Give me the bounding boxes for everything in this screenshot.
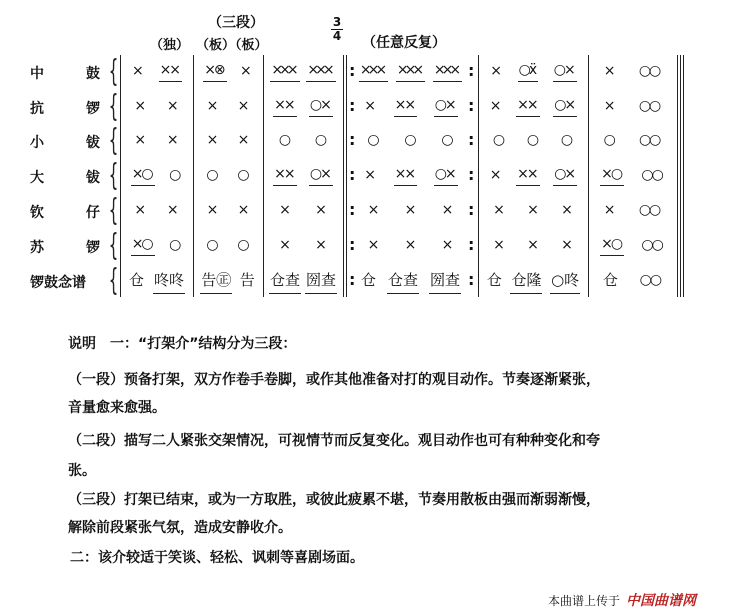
beat: ×× [516, 166, 539, 186]
repeat-end-dots: : [468, 235, 475, 254]
measure [197, 164, 259, 188]
beat: ○○ [638, 201, 660, 218]
beat: ×⊗ [203, 62, 226, 82]
measure [267, 60, 339, 84]
beat: × [404, 201, 415, 218]
beat: × [279, 236, 289, 253]
measure [267, 129, 339, 153]
beat: × [561, 236, 571, 253]
beat: × [206, 131, 217, 148]
beat: ×× [273, 97, 296, 117]
measure [355, 269, 466, 293]
time-signature [330, 16, 344, 43]
row-label-char: 钦 [30, 205, 44, 221]
time-top: 3 [332, 15, 342, 29]
beat: × [134, 201, 145, 218]
measure [124, 199, 189, 223]
measure [267, 199, 339, 223]
beat: 告㊣ [200, 269, 232, 294]
beat: × [367, 236, 378, 253]
beat: ○○ [641, 236, 662, 253]
repeat-start-dots: : [349, 61, 356, 80]
row-label [30, 98, 100, 118]
measure [482, 95, 584, 119]
beat: ○ [206, 236, 217, 253]
row-label-char: 大 [30, 170, 44, 186]
beat: × [490, 62, 501, 79]
repeat-end-dots: : [468, 165, 475, 184]
beat: ○ [169, 166, 180, 183]
beat: × [166, 97, 177, 114]
beat: × [206, 201, 217, 218]
beat: ×○ [600, 236, 624, 256]
measure [355, 164, 466, 188]
row-label [30, 167, 100, 187]
beat: ○○ [641, 166, 662, 183]
beat: ×× [394, 97, 417, 117]
repeat-end-dots: : [468, 130, 475, 149]
notes-line: 二：该介较适于笑谈、轻松、讽刺等喜剧场面。 [70, 550, 364, 566]
notes-line: （一段）预备打架，双方作卷手卷脚，或作其他准备对打的观目动作。节奏逐渐紧张， [68, 372, 600, 388]
beat: ○× [553, 97, 577, 117]
beat: 仓 [602, 271, 618, 289]
beat: × [561, 201, 571, 218]
beat: × [489, 166, 500, 183]
beat: × [364, 97, 375, 114]
measure [355, 95, 466, 119]
measure [267, 234, 339, 258]
repeat-end-dots: : [468, 96, 475, 115]
beat: ××× [433, 62, 462, 82]
measure [592, 269, 673, 293]
beat: ○× [434, 166, 458, 186]
beat: ○ [237, 166, 248, 183]
measure [355, 199, 466, 223]
measure [592, 129, 673, 153]
barline [478, 55, 479, 297]
beat: ×○ [600, 166, 624, 186]
measure [482, 234, 584, 258]
beat: ○○ [638, 97, 660, 114]
beat: ○ [404, 131, 415, 148]
barline [588, 55, 589, 297]
beat: ○ [367, 131, 378, 148]
beat: ○咚 [550, 269, 580, 294]
measure [592, 164, 673, 188]
beat: 咚咚 [153, 269, 185, 294]
beat: ○ [441, 131, 452, 148]
beat: × [364, 166, 375, 183]
beat: ××× [306, 62, 335, 82]
beat: ○ [237, 236, 248, 253]
measure [482, 199, 584, 223]
beat: ×○ [131, 236, 155, 256]
row-label-char: 抗 [30, 101, 44, 117]
beat: × [603, 62, 614, 79]
beat: ○○ [639, 271, 661, 288]
measure [592, 199, 673, 223]
beat: ×× [159, 62, 182, 82]
beat: × [493, 236, 503, 253]
beat: 告 [239, 271, 255, 289]
row-label-char: 钹 [86, 135, 100, 151]
beat: × [489, 97, 500, 114]
measure [592, 234, 673, 258]
beat: × [134, 131, 145, 148]
measure [124, 95, 189, 119]
measure [124, 60, 189, 84]
repeat-start-dots: : [349, 165, 356, 184]
barline [193, 55, 194, 297]
measure [124, 164, 189, 188]
beat: ○ [206, 166, 217, 183]
barline [683, 55, 684, 297]
barline [120, 55, 121, 297]
repeat-start-dots: : [349, 96, 356, 115]
ban-marker: （板）（板） [196, 38, 268, 53]
row-label-char: 中 [30, 66, 44, 82]
beat: ××× [396, 62, 425, 82]
measure [482, 164, 584, 188]
repeat-start-dots: : [349, 270, 356, 289]
measure [592, 95, 673, 119]
beat: × [240, 62, 250, 79]
brace: { [108, 123, 119, 158]
beat: × [131, 62, 142, 79]
row-label [30, 63, 100, 83]
beat: × [527, 201, 537, 218]
upload-text: 本曲谱上传于 [548, 593, 621, 608]
beat: 仓 [486, 271, 502, 289]
row-label-char: 锣 [86, 240, 100, 256]
brace: { [108, 54, 119, 89]
measure [124, 129, 189, 153]
beat: 仓查 [387, 269, 419, 294]
repeat-end-dots: : [468, 61, 475, 80]
measure [355, 234, 466, 258]
measure [355, 60, 466, 84]
repeat-start-dots: : [349, 200, 356, 219]
beat: ×○ [131, 166, 155, 186]
measure [197, 129, 259, 153]
notes-line: 张。 [68, 463, 96, 479]
measure [124, 234, 189, 258]
row-label-char: 小 [30, 135, 44, 151]
beat: ○× [553, 166, 577, 186]
beat: ○× [553, 62, 577, 82]
beat: × [603, 97, 614, 114]
beat: ○ [603, 131, 614, 148]
repeat-start-dots: : [349, 130, 356, 149]
beat: × [441, 201, 452, 218]
row-label-char: 鼓 [86, 66, 100, 82]
beat: ×× [273, 166, 296, 186]
beat: × [603, 201, 614, 218]
beat: ○× [309, 97, 333, 117]
row-label-char: 钹 [86, 170, 100, 186]
beat: × [166, 201, 177, 218]
beat: ×× [394, 166, 417, 186]
brace: { [108, 228, 119, 263]
beat: × [404, 236, 415, 253]
beat: × [206, 97, 217, 114]
beat: × [237, 201, 248, 218]
measure [124, 269, 189, 293]
beat: ○○ [638, 62, 660, 79]
solo-marker: （独） [150, 38, 190, 53]
beat: × [166, 131, 177, 148]
brace: { [108, 263, 119, 298]
beat: ××× [270, 62, 299, 82]
beat: ○○ [638, 131, 660, 148]
beat: × [237, 131, 248, 148]
measure [592, 60, 673, 84]
row-label [30, 237, 100, 257]
beat: 仓 [128, 271, 144, 289]
brace: { [108, 158, 119, 193]
beat: ○× [434, 97, 458, 117]
row-label-char: 苏 [30, 240, 44, 256]
barline [263, 55, 264, 297]
beat: × [367, 201, 378, 218]
beat: × [279, 201, 289, 218]
beat: ○ [314, 131, 326, 148]
notes-line: 音量愈来愈强。 [68, 400, 166, 416]
measure [482, 269, 584, 293]
beat: × [527, 236, 537, 253]
beat: ○ [169, 236, 180, 253]
beat: × [315, 236, 325, 253]
row-label-char: 锣 [86, 101, 100, 117]
measure [267, 164, 339, 188]
measure [482, 60, 584, 84]
repeat-start-dots: : [349, 235, 356, 254]
beat: × [441, 236, 452, 253]
section3-marker: （三段） [208, 15, 264, 31]
beat: 圀查 [429, 269, 461, 294]
notes-line: （三段）打架已结束，或为一方取胜，或彼此疲累不堪，节奏用散板由强而渐弱渐慢， [68, 492, 600, 508]
repeat-note: （任意反复） [362, 35, 446, 51]
measure [197, 269, 259, 293]
beat: ××× [359, 62, 388, 82]
measure [197, 60, 259, 84]
measure [267, 95, 339, 119]
beat: 仓 [360, 271, 376, 289]
measure [482, 129, 584, 153]
beat: ○ [278, 131, 290, 148]
site-logo[interactable]: 中国曲谱网 [626, 593, 697, 609]
row-label [30, 132, 100, 152]
beat: × [315, 201, 325, 218]
brace: { [108, 89, 119, 124]
notes-line: 解除前段紧张气氛，造成安静收介。 [68, 520, 292, 536]
beat: 仓隆 [510, 269, 542, 294]
beat: ○× [309, 166, 333, 186]
beat: 圀查 [305, 269, 337, 294]
beat: × [134, 97, 145, 114]
repeat-end-dots: : [468, 200, 475, 219]
row-label: 锣鼓念谱 [30, 275, 86, 291]
beat: ○ [560, 131, 572, 148]
notes-line: 说明 一：“打架介”结构分为三段： [68, 336, 297, 352]
beat: × [493, 201, 503, 218]
beat: ○ẍ [518, 62, 539, 82]
beat: ×× [516, 97, 539, 117]
footer [548, 590, 696, 610]
measure [267, 269, 339, 293]
brace: { [108, 193, 119, 228]
beat: ○ [526, 131, 538, 148]
measure [197, 199, 259, 223]
measure [355, 129, 466, 153]
time-bottom: 4 [332, 29, 342, 43]
beat: 仓查 [269, 269, 301, 294]
measure [197, 95, 259, 119]
measure [197, 234, 259, 258]
beat: ○ [492, 131, 504, 148]
row-label-char: 仔 [86, 205, 100, 221]
repeat-end-dots: : [468, 270, 475, 289]
row-label [30, 202, 100, 222]
beat: × [237, 97, 248, 114]
notes-line: （二段）描写二人紧张交架情况，可视情节而反复变化。观目动作也可有种种变化和夸 [68, 433, 600, 449]
